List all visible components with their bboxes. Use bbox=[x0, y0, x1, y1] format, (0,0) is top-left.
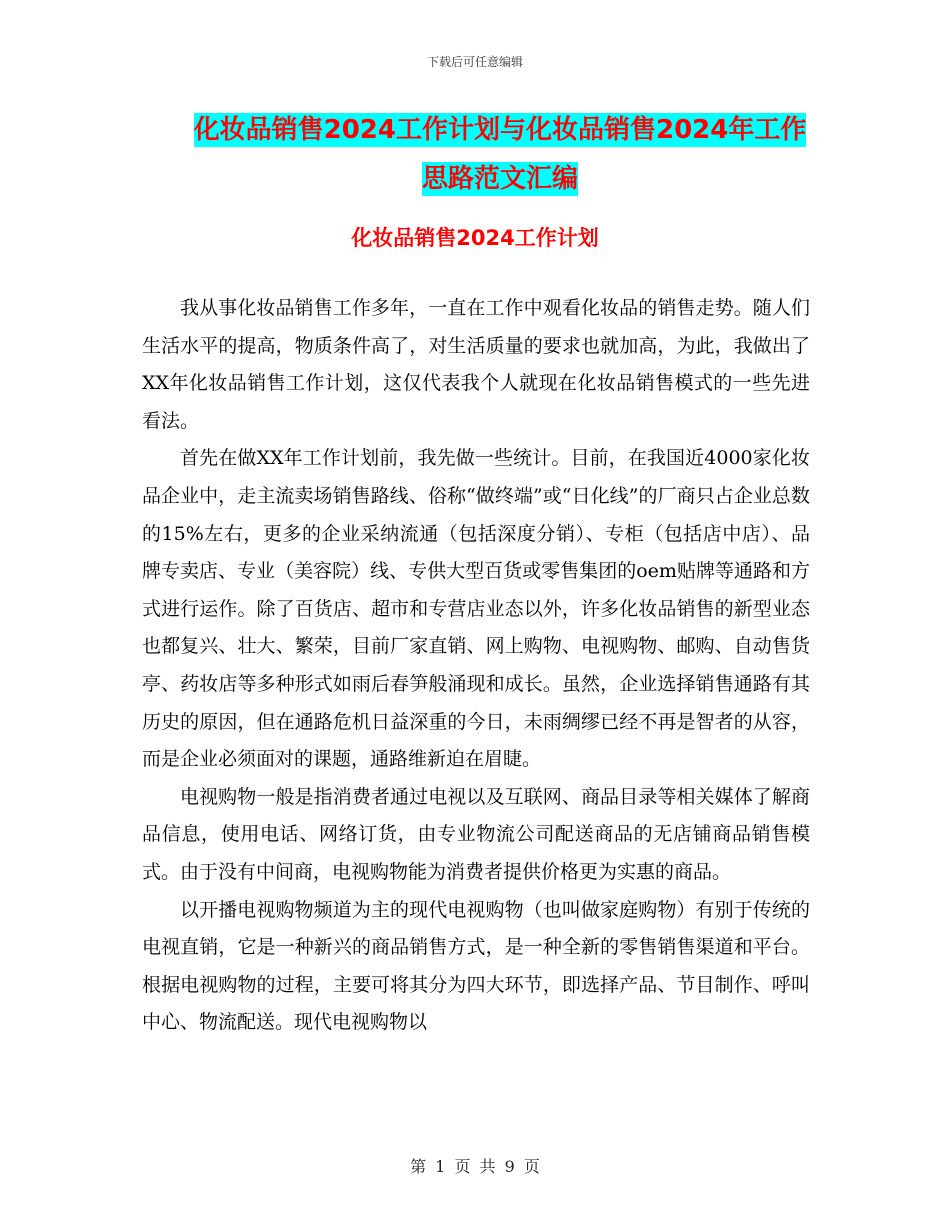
body-text bbox=[142, 290, 810, 1042]
page-footer: 第 1 页 共 9 页 bbox=[410, 1157, 540, 1176]
paragraph: 首先在做XX年工作计划前，我先做一些统计。目前，在我国近4000家化妆品企业中，走主流卖场销售路线、俗称“做终端”或“日化线”的厂商只占企业总数的15%左右，更多的企业采纳流通（包括深度分销）、专柜（包括店中店）、品牌专卖店、专业（美容院）线、专供大型百货或零售集团的oem贴牌等通路和方式进行运作。除了百货店、超市和专营店业态以外，许多化妆品销售的新型业态也都复兴、壮大、繁荣，目前厂家直销、网上购物、电视购物、邮购、自动售货亭、药妆店等多种形式如雨后春笋般涌现和成长。虽然，企业选择销售通路有其历史的原因，但在通路危机日益深重的今日，未雨绸缪已经不再是智者的从容，而是企业必须面对的课题，通路维新迫在眉睫。 bbox=[142, 447, 810, 771]
paragraph: 我从事化妆品销售工作多年，一直在工作中观看化妆品的销售走势。随人们生活水平的提高，物质条件高了，对生活质量的要求也就加高，为此，我做出了XX年化妆品销售工作计划，这仅代表我个人就现在化妆品销售模式的一些先进看法。 bbox=[142, 297, 810, 432]
section-title: 化妆品销售2024工作计划 bbox=[351, 226, 599, 250]
paragraph: 电视购物一般是指消费者通过电视以及互联网、商品目录等相关媒体了解商品信息，使用电话、网络订货，由专业物流公司配送商品的无店铺商品销售模式。由于没有中间商，电视购物能为消费者提供价格更为实惠的商品。 bbox=[142, 785, 810, 883]
page-header-note: 下载后可任意编辑 bbox=[426, 55, 523, 69]
document-title bbox=[150, 106, 850, 204]
document-title-line-2: 思路范文汇编 bbox=[421, 164, 578, 194]
paragraph: 以开播电视购物频道为主的现代电视购物（也叫做家庭购物）有别于传统的电视直销，它是一种新兴的商品销售方式，是一种全新的零售销售渠道和平台。根据电视购物的过程，主要可将其分为四大环节，即选择产品、节目制作、呼叫中心、物流配送。现代电视购物以 bbox=[142, 898, 810, 1034]
document-title-line-1: 化妆品销售2024工作计划与化妆品销售2024年工作 bbox=[193, 115, 807, 145]
